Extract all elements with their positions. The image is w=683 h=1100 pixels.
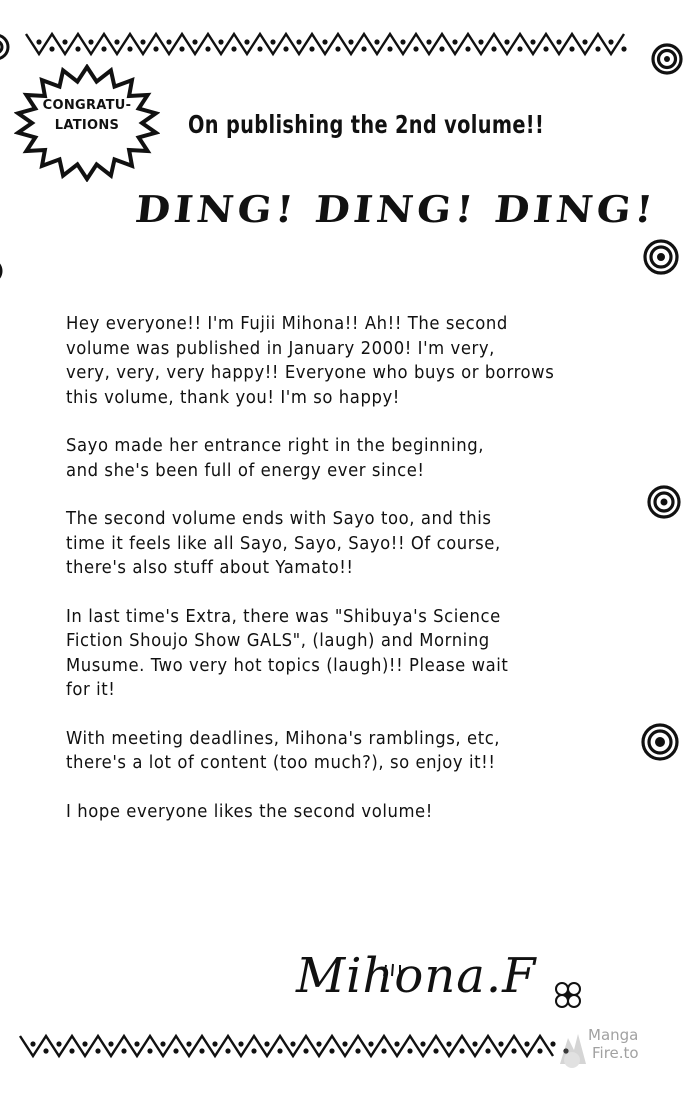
border-dot <box>153 46 158 51</box>
border-dot <box>413 46 418 51</box>
text-line: there's a lot of content (too much?), so enjoy it!! <box>66 753 496 773</box>
border-dot <box>82 1041 87 1046</box>
spiral-icon <box>650 42 683 76</box>
top-zigzag-border <box>0 26 683 66</box>
text-line: The second volume ends with Sayo too, and this <box>66 509 492 529</box>
spiral-icon <box>640 722 680 762</box>
text-line: In last time's Extra, there was "Shibuya's Science <box>66 606 501 627</box>
border-dot <box>569 46 574 51</box>
border-dot <box>296 39 301 44</box>
border-dot <box>459 1048 464 1053</box>
border-dot <box>426 39 431 44</box>
border-dot <box>173 1048 178 1053</box>
border-dot <box>381 1048 386 1053</box>
border-dot <box>452 39 457 44</box>
border-dot <box>95 1048 100 1053</box>
congratulations-badge-text <box>14 96 160 136</box>
border-dot <box>556 39 561 44</box>
border-dot <box>36 39 41 44</box>
border-dot <box>199 1048 204 1053</box>
border-dot <box>30 1041 35 1046</box>
border-dot <box>192 39 197 44</box>
badge-line-2: LATIONS <box>54 118 120 133</box>
border-dot <box>290 1041 295 1046</box>
border-dot <box>186 1041 191 1046</box>
border-dot <box>225 1048 230 1053</box>
text-line: I hope everyone likes the second volume! <box>66 801 433 822</box>
border-dot <box>69 1048 74 1053</box>
border-dot <box>277 1048 282 1053</box>
watermark-text: Fire.to <box>592 1044 639 1062</box>
border-dot <box>504 39 509 44</box>
border-dot <box>420 1041 425 1046</box>
border-dot <box>446 1041 451 1046</box>
heart-doodle-icon <box>380 962 410 978</box>
border-dot <box>322 39 327 44</box>
border-dot <box>212 1041 217 1046</box>
border-dot <box>394 1041 399 1046</box>
border-dot <box>478 39 483 44</box>
border-dot <box>134 1041 139 1046</box>
border-dot <box>348 39 353 44</box>
border-dot <box>231 46 236 51</box>
text-line: With meeting deadlines, Mihona's ramblings, etc, <box>66 728 501 749</box>
border-dot <box>88 39 93 44</box>
border-dot <box>485 1048 490 1053</box>
border-dot <box>56 1041 61 1046</box>
border-dot <box>498 1041 503 1046</box>
border-dot <box>595 46 600 51</box>
border-dot <box>517 46 522 51</box>
border-dot <box>472 1041 477 1046</box>
border-dot <box>342 1041 347 1046</box>
border-dot <box>101 46 106 51</box>
spiral-icon <box>642 238 680 276</box>
border-dot <box>439 46 444 51</box>
border-dot <box>316 1041 321 1046</box>
border-dot <box>166 39 171 44</box>
border-dot <box>355 1048 360 1053</box>
border-dot <box>530 39 535 44</box>
border-dot <box>511 1048 516 1053</box>
text-line: there's also stuff about Yamato!! <box>66 558 354 578</box>
border-dot <box>244 39 249 44</box>
border-dot <box>283 46 288 51</box>
border-dot <box>621 46 626 51</box>
border-dot <box>407 1048 412 1053</box>
border-dot <box>108 1041 113 1046</box>
border-dot <box>114 39 119 44</box>
flower-icon <box>552 980 586 1010</box>
text-line: Hey everyone!! I'm Fujii Mihona!! Ah!! The second <box>66 314 508 334</box>
border-dot <box>264 1041 269 1046</box>
paragraph <box>66 434 592 483</box>
border-dot <box>127 46 132 51</box>
border-dot <box>582 39 587 44</box>
text-line: Fiction Shoujo Show GALS", (laugh) and Morning <box>66 631 490 651</box>
border-dot <box>491 46 496 51</box>
border-dot <box>303 1048 308 1053</box>
border-dot <box>368 1041 373 1046</box>
border-dot <box>147 1048 152 1053</box>
border-dot <box>238 1041 243 1046</box>
text-line: and she's been full of energy ever since! <box>66 460 425 481</box>
border-dot <box>465 46 470 51</box>
paragraph <box>66 507 592 581</box>
border-dot <box>543 46 548 51</box>
border-dot <box>43 1048 48 1053</box>
border-dot <box>140 39 145 44</box>
border-dot <box>433 1048 438 1053</box>
border-dot <box>205 46 210 51</box>
border-dot <box>309 46 314 51</box>
text-line: Sayo made her entrance right in the beginning, <box>66 436 485 456</box>
border-dot <box>524 1041 529 1046</box>
paragraph <box>66 800 592 825</box>
border-dot <box>257 46 262 51</box>
border-dot <box>121 1048 126 1053</box>
text-line: this volume, thank you! I'm so happy! <box>66 387 400 408</box>
badge-line-1: CONGRATU- <box>42 98 132 113</box>
border-dot <box>218 39 223 44</box>
border-dot <box>251 1048 256 1053</box>
spiral-icon <box>0 256 10 286</box>
border-dot <box>270 39 275 44</box>
paragraph <box>66 727 592 776</box>
border-dot <box>49 46 54 51</box>
watermark-text: Manga <box>588 1026 639 1044</box>
text-line: for it! <box>66 680 116 700</box>
border-dot <box>335 46 340 51</box>
text-line: time it feels like all Sayo, Sayo, Sayo!! Of course, <box>66 533 501 554</box>
border-dot <box>75 46 80 51</box>
text-line: Musume. Two very hot topics (laugh)!! Please wait <box>66 655 509 676</box>
paragraph <box>66 605 592 703</box>
spiral-icon <box>646 484 682 520</box>
border-dot <box>400 39 405 44</box>
border-dot <box>62 39 67 44</box>
border-dot <box>329 1048 334 1053</box>
border-dot <box>608 39 613 44</box>
headline: On publishing the 2nd volume!! <box>188 110 545 139</box>
border-dot <box>160 1041 165 1046</box>
border-dot <box>361 46 366 51</box>
letter-body <box>66 312 592 848</box>
paragraph <box>66 312 592 410</box>
border-dot <box>537 1048 542 1053</box>
spiral-icon <box>0 30 16 64</box>
text-line: volume was published in January 2000! I'm very, <box>66 338 495 359</box>
signature: Mihona.F <box>296 948 537 1004</box>
border-dot <box>179 46 184 51</box>
border-dot <box>387 46 392 51</box>
sound-effect-title: DING! DING! DING! <box>133 188 659 232</box>
text-line: very, very, very happy!! Everyone who buys or borrows <box>66 363 555 383</box>
border-dot <box>374 39 379 44</box>
